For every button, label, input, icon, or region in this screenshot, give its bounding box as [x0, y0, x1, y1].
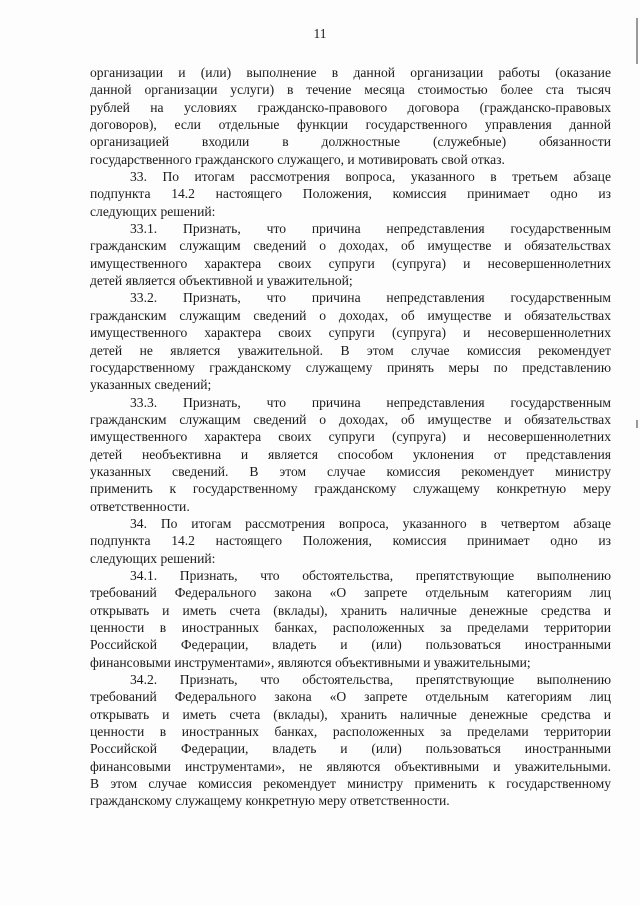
text-line: детей не является уважительной. В этом случае комиссия рекомендует — [90, 342, 611, 358]
text-line: имущественного характера своих супруги (супруга) и несовершеннолетних — [90, 429, 611, 445]
text-line: В этом случае комиссия рекомендует министру применить к государственному — [90, 776, 611, 792]
text-line: 33. По итогам рассмотрения вопроса, указанного в третьем абзаце — [130, 169, 611, 185]
text-line: ответственности. — [90, 498, 190, 514]
text-line: открывать и иметь счета (вклады), хранить наличные денежные средства и — [90, 706, 611, 722]
text-line: следующих решений: — [90, 550, 216, 566]
text-line: данной организации услуги) в течение месяца стоимостью более ста тысяч — [90, 82, 611, 98]
text-line: имущественного характера своих супруги (супруга) и несовершеннолетних — [90, 255, 611, 271]
text-line: финансовыми инструментами», являются объективными и уважительными; — [90, 654, 531, 670]
text-line: организацией входили в должностные (служебные) обязанности — [90, 134, 611, 150]
text-line: 33.1. Признать, что причина непредставления государственным — [130, 221, 611, 237]
document-body — [90, 64, 611, 810]
text-line: имущественного характера своих супруги (супруга) и несовершеннолетних — [90, 325, 611, 341]
text-line: указанных сведений; — [90, 377, 212, 393]
text-line: рублей на условиях гражданско-правового договора (гражданско-правовых — [90, 99, 611, 115]
text-line: Российской Федерации, владеть и (или) пользоваться иностранными — [90, 741, 611, 757]
text-line: гражданскому служащему конкретную меру ответственности. — [90, 793, 450, 809]
page-number: 11 — [313, 26, 327, 41]
text-line: указанных сведений. В этом случае комиссия рекомендует министру — [90, 463, 611, 479]
text-line: государственного гражданского служащего, и мотивировать свой отказ. — [90, 151, 505, 167]
text-line: ценности в иностранных банках, расположенных за пределами территории — [90, 620, 611, 635]
text-line: 33.3. Признать, что причина непредставления государственным — [130, 394, 611, 410]
text-line: требований Федерального закона «О запрете отдельным категориям лиц — [90, 689, 611, 705]
scan-edge-mark — [636, 18, 638, 64]
text-line: финансовыми инструментами», не являются объективными и уважительными. — [90, 758, 611, 774]
scan-edge-mark — [636, 420, 638, 428]
text-line: следующих решений: — [90, 203, 216, 219]
text-line: Российской Федерации, владеть и (или) пользоваться иностранными — [90, 637, 611, 653]
text-line: требований Федерального закона «О запрете отдельным категориям лиц — [90, 585, 611, 601]
text-line: детей является объективной и уважительной; — [90, 273, 353, 289]
text-line: 33.2. Признать, что причина непредставления государственным — [130, 290, 611, 306]
text-line: ценности в иностранных банках, расположенных за пределами территории — [90, 724, 611, 740]
text-line: подпункта 14.2 настоящего Положения, комиссия принимает одно из — [90, 186, 611, 202]
text-line: государственному гражданскому служащему принять меры по представлению — [90, 359, 611, 375]
text-line: гражданским служащим сведений о доходах, об имуществе и обязательствах — [90, 307, 611, 323]
text-line: гражданским служащим сведений о доходах, об имуществе и обязательствах — [90, 411, 611, 427]
text-line: открывать и иметь счета (вклады), хранить наличные денежные средства и — [90, 602, 611, 618]
text-line: 34.2. Признать, что обстоятельства, препятствующие выполнению — [130, 672, 611, 688]
text-line: детей необъективна и является способом уклонения от представления — [90, 446, 611, 462]
text-line: договоров), если отдельные функции государственного управления данной — [90, 117, 611, 133]
text-line: применить к государственному гражданскому служащему конкретную меру — [90, 481, 611, 497]
text-line: 34.1. Признать, что обстоятельства, препятствующие выполнению — [130, 567, 611, 583]
text-line: 34. По итогам рассмотрения вопроса, указанного в четвертом абзаце — [130, 515, 611, 531]
text-line: подпункта 14.2 настоящего Положения, комиссия принимает одно из — [90, 533, 611, 549]
text-line: организации и (или) выполнение в данной организации работы (оказание — [90, 65, 611, 80]
text-line: гражданским служащим сведений о доходах, об имуществе и обязательствах — [90, 238, 611, 254]
